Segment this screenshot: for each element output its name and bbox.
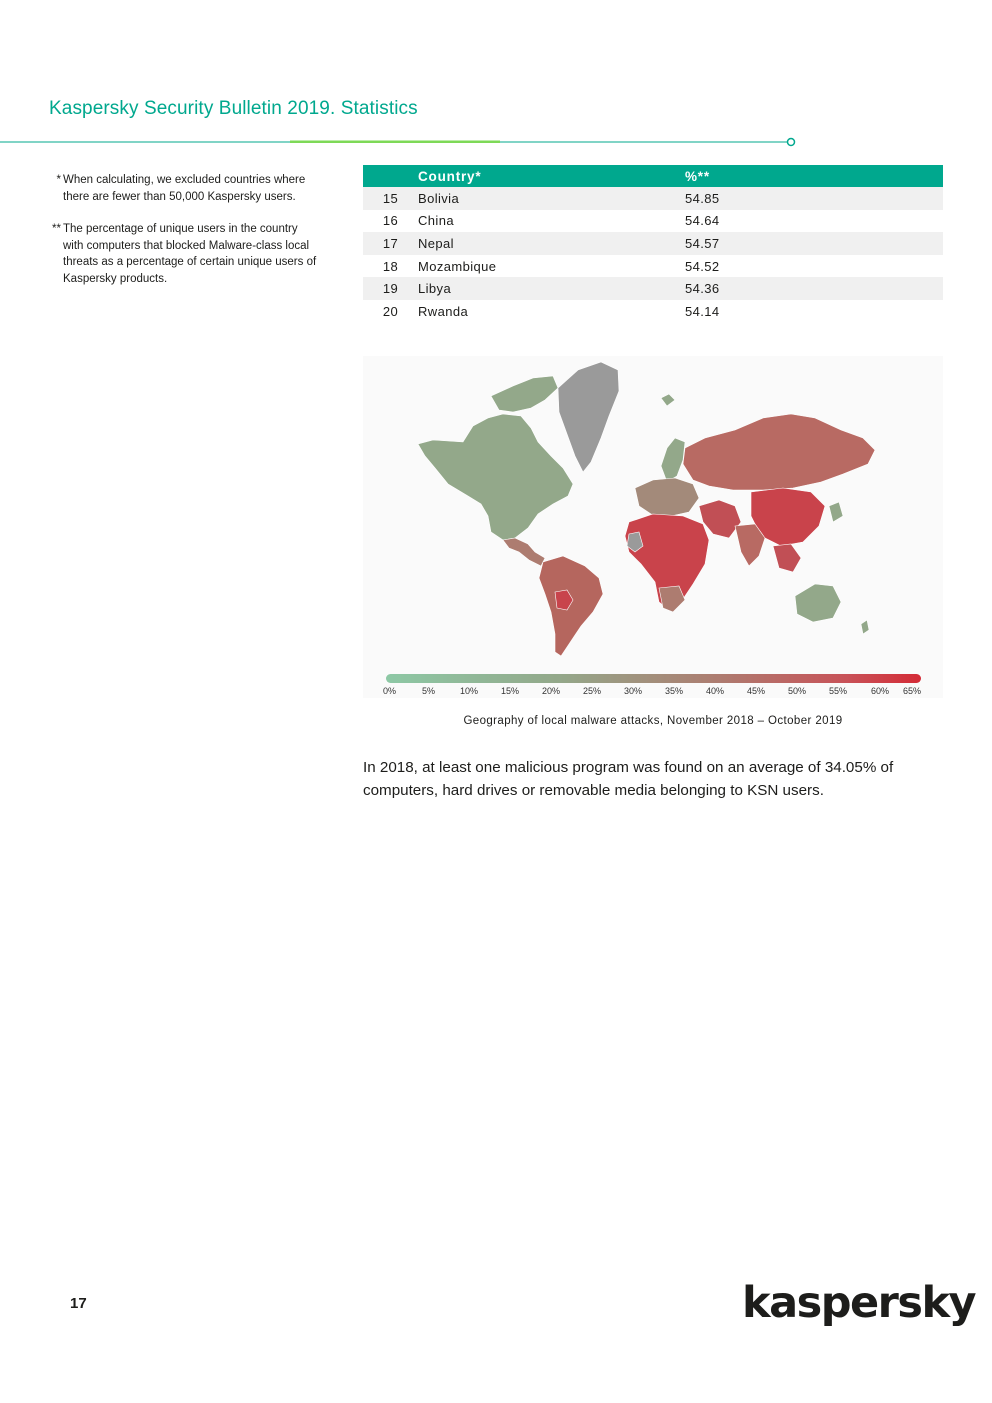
country-cell: Libya — [418, 277, 685, 300]
legend-label: 55% — [829, 686, 848, 696]
legend-labels — [383, 686, 925, 698]
map-region-russia — [683, 414, 875, 490]
table-row — [363, 210, 943, 233]
map-region-north-america — [418, 414, 573, 540]
legend-label: 65% — [903, 686, 922, 696]
header-rule — [0, 136, 800, 148]
map-region-new-zealand — [861, 620, 869, 634]
map-region-australia — [795, 584, 841, 622]
map-region-central-america — [503, 538, 545, 566]
footnote-excluded-countries — [47, 172, 317, 205]
map-region-europe — [635, 478, 699, 516]
legend-label: 5% — [422, 686, 436, 696]
rank-cell: 19 — [363, 277, 418, 300]
page-number: 17 — [70, 1295, 87, 1312]
footnote-percentage-definition — [47, 221, 317, 287]
map-region-greenland — [558, 362, 619, 472]
column-header-percent: %** — [685, 165, 943, 187]
legend-label: 10% — [460, 686, 479, 696]
legend-label: 25% — [583, 686, 602, 696]
legend-color-scale — [386, 674, 921, 683]
footnote-text: When calculating, we excluded countries where there are fewer than 50,000 Kaspersky users. — [63, 174, 306, 203]
body-paragraph: In 2018, at least one malicious program was found on an average of 34.05% of computers, hard drives or removable media belonging to KSN users. — [363, 759, 894, 799]
table-row — [363, 277, 943, 300]
legend-label: 15% — [501, 686, 520, 696]
rank-cell: 15 — [363, 187, 418, 210]
column-header-rank — [363, 165, 418, 187]
legend-label: 45% — [747, 686, 766, 696]
country-cell: China — [418, 213, 454, 229]
percent-cell: 54.85 — [685, 187, 943, 210]
page-header-title: Kaspersky Security Bulletin 2019. Statistics — [49, 98, 418, 119]
table-row — [363, 300, 943, 323]
footnote-mark: ** — [52, 223, 61, 236]
rank-cell: 20 — [382, 303, 399, 319]
map-region-southeast-asia — [773, 544, 801, 572]
percent-cell: 54.57 — [685, 232, 943, 255]
legend-label: 0% — [383, 686, 397, 696]
map-region-arctic-islands — [491, 376, 558, 412]
rank-cell: 16 — [382, 213, 399, 229]
legend-label: 30% — [624, 686, 643, 696]
legend-label: 35% — [665, 686, 684, 696]
legend-label: 20% — [542, 686, 561, 696]
footnote-mark: * — [56, 174, 61, 186]
map-region-iceland — [661, 394, 675, 406]
legend-label: 60% — [871, 686, 890, 696]
world-malware-map — [363, 356, 943, 698]
percent-cell: 54.14 — [685, 303, 720, 319]
country-cell: Nepal — [418, 232, 685, 255]
percent-cell: 54.36 — [685, 277, 943, 300]
legend-label: 40% — [706, 686, 725, 696]
footnotes — [47, 172, 317, 304]
country-cell: Mozambique — [418, 258, 497, 274]
legend-label: 50% — [788, 686, 807, 696]
table-row — [363, 187, 943, 210]
kaspersky-logo: kaspersky — [742, 1278, 976, 1328]
map-region-east-asia — [829, 502, 843, 522]
percent-cell: 54.52 — [685, 258, 720, 274]
rank-cell: 18 — [382, 258, 399, 274]
table-row — [363, 232, 943, 255]
map-caption: Geography of local malware attacks, November 2018 – October 2019 — [463, 715, 843, 727]
table-header-row — [363, 165, 943, 187]
map-region-scandinavia — [661, 438, 685, 482]
percent-cell: 54.64 — [685, 213, 720, 229]
country-cell: Rwanda — [418, 303, 469, 319]
rank-cell: 17 — [363, 232, 418, 255]
map-region-south-america — [539, 556, 603, 656]
footnote-text: The percentage of unique users in the country with computers that blocked Malware-class local threats as a percentage of certain unique users of Kaspersky products. — [63, 223, 317, 285]
country-ranking-table — [363, 165, 943, 323]
table-row — [363, 255, 943, 278]
country-cell: Bolivia — [418, 187, 685, 210]
world-map-graphic — [363, 356, 943, 666]
column-header-country: Country* — [418, 165, 685, 187]
